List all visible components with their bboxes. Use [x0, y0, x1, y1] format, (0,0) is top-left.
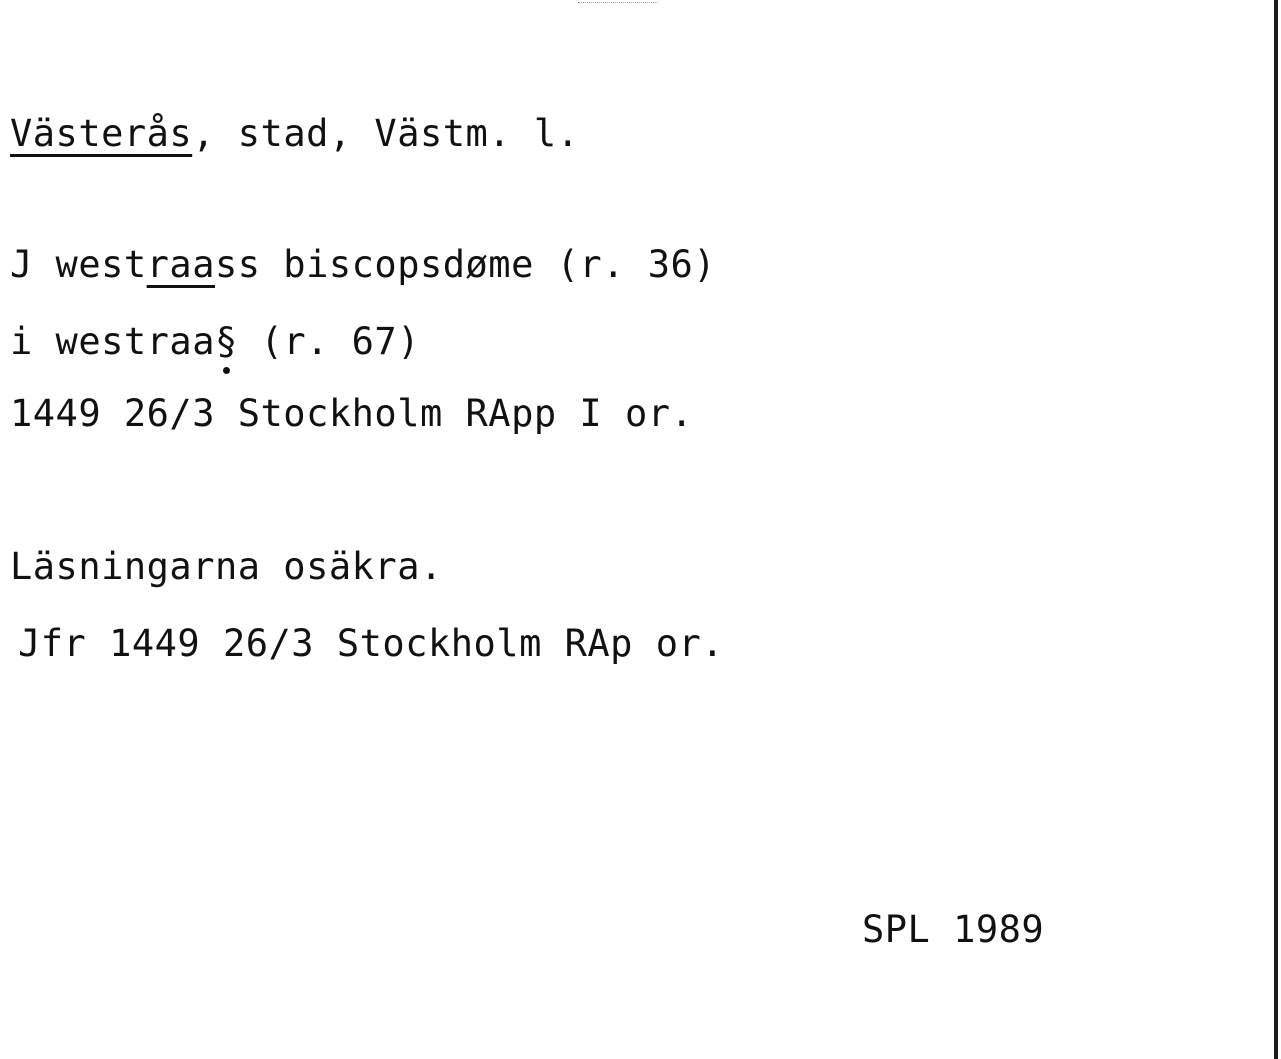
form-1-underlined: raa — [146, 243, 215, 286]
card-edge — [1274, 0, 1278, 1059]
heading-details: , stad, Västm. l. — [192, 112, 580, 155]
reference-line: Jfr 1449 26/3 Stockholm RAp or. — [18, 622, 725, 665]
headword: Västerås — [10, 112, 193, 155]
form-line-1 — [10, 243, 716, 287]
signature: SPL 1989 — [862, 908, 1045, 951]
form-1-suffix: ss biscopsdøme (r. 36) — [214, 243, 717, 286]
form-2-after: (r. 67) — [237, 320, 420, 363]
form-1-prefix: J west — [10, 243, 147, 286]
heading-line — [10, 112, 579, 156]
note-line: Läsningarna osäkra. — [10, 545, 443, 588]
form-2-marked-char: § — [214, 320, 238, 363]
form-line-2 — [10, 320, 420, 364]
scan-artifact — [578, 2, 658, 5]
form-2-before: i westraa — [10, 320, 215, 363]
source-line: 1449 26/3 Stockholm RApp I or. — [10, 392, 694, 435]
